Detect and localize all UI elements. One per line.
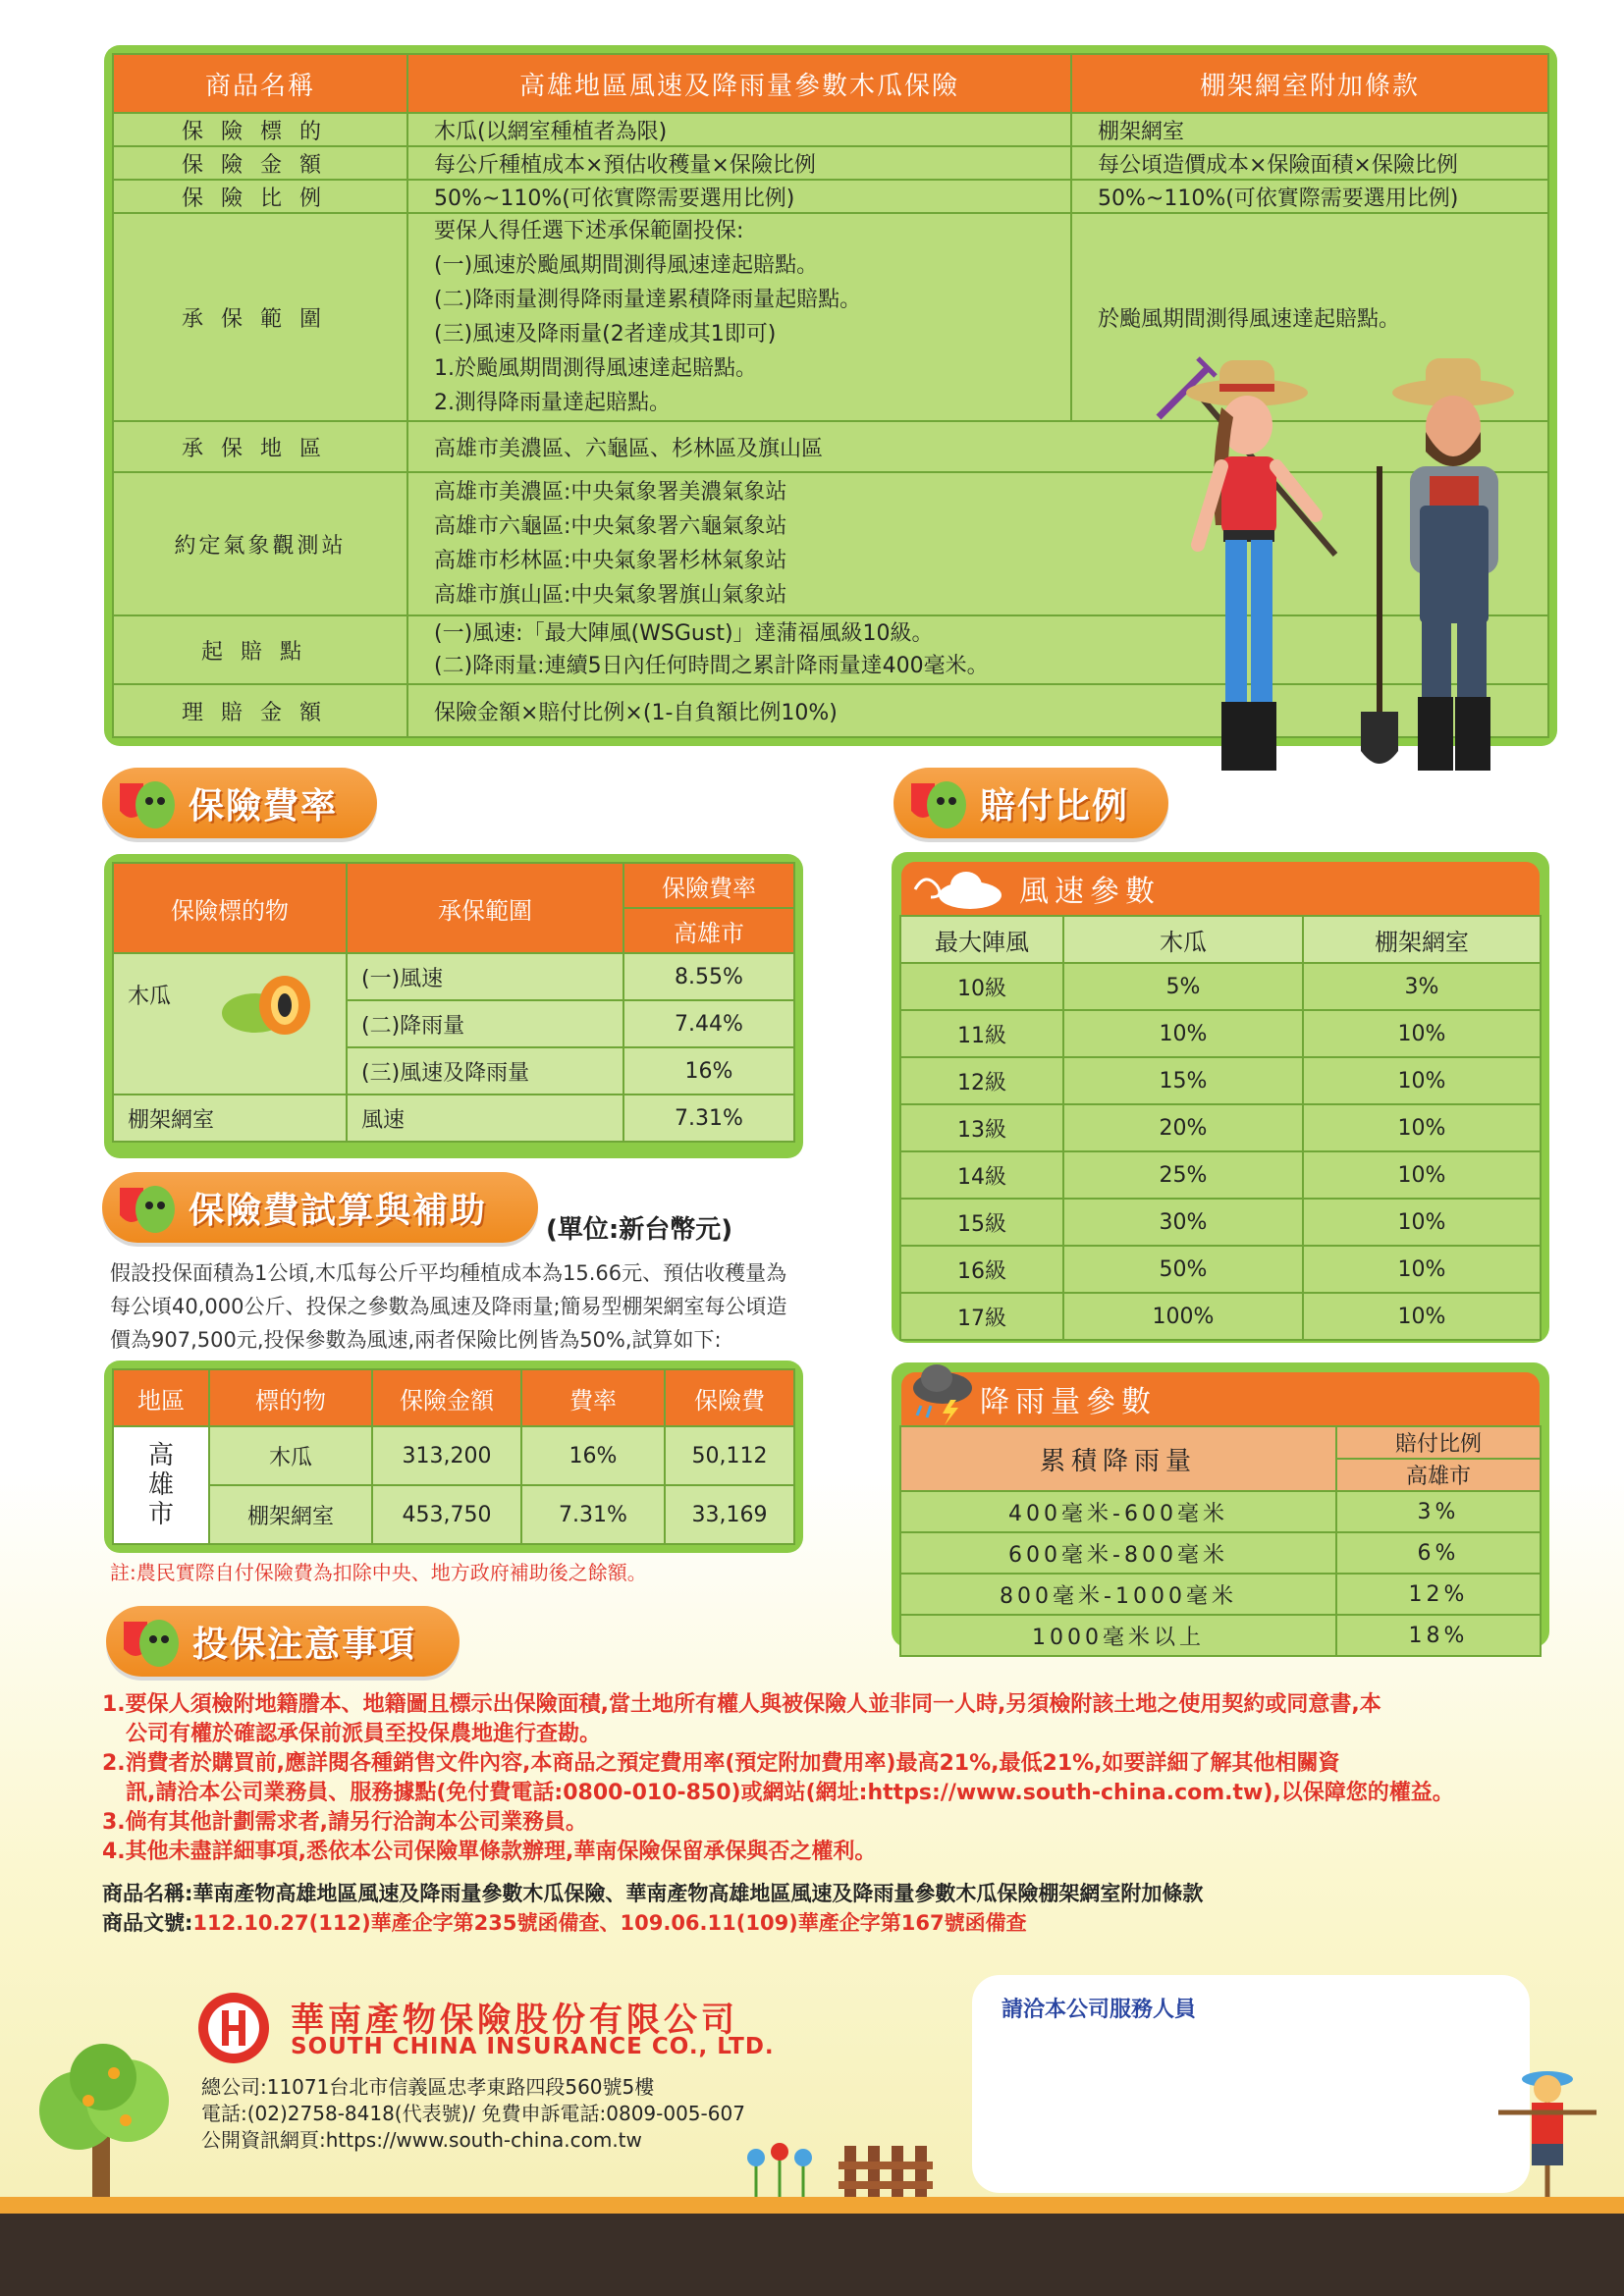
header-net: 棚架網室 bbox=[1303, 916, 1541, 963]
product-doc: 112.10.27(112)華產企字第235號函備查、109.06.11(109)華產企字第167號函備查 bbox=[192, 1911, 1027, 1935]
header-kaohsiung: 高雄市 bbox=[1336, 1459, 1541, 1491]
man-farmer bbox=[1361, 358, 1514, 771]
section-title-payout bbox=[893, 768, 1168, 838]
contact-box bbox=[972, 1975, 1530, 2193]
section-title-text: 保險費率 bbox=[189, 785, 339, 827]
header-gust: 最大陣風 bbox=[900, 916, 1063, 963]
rain-range: 400毫米-600毫米 bbox=[900, 1491, 1336, 1532]
rain-table bbox=[899, 1425, 1542, 1657]
row-value-rider: 每公頃造價成本×保險面積×保險比例 bbox=[1071, 146, 1548, 180]
trigger-label: 起賠點 bbox=[113, 615, 407, 684]
papaya-mascot-icon bbox=[112, 774, 181, 832]
papaya-mascot-icon bbox=[116, 1612, 185, 1671]
station-line: 高雄市美濃區:中央氣象署美濃氣象站 bbox=[434, 480, 787, 505]
farmers-illustration bbox=[1139, 348, 1551, 780]
section-title-text: 投保注意事項 bbox=[192, 1624, 417, 1665]
wind-level: 17級 bbox=[900, 1293, 1063, 1340]
note-item: 公司有權於確認承保前派員至投保農地進行查勘。 bbox=[126, 1722, 602, 1746]
product-doc-line bbox=[102, 1907, 1027, 1937]
product-doc-label: 商品文號: bbox=[102, 1911, 193, 1935]
station-line: 高雄市旗山區:中央氣象署旗山氣象站 bbox=[434, 583, 787, 608]
scope-line: 要保人得任選下述承保範圍投保: bbox=[434, 219, 744, 243]
wind-net: 10% bbox=[1303, 1151, 1541, 1199]
scope-line: 2.測得降雨量達起賠點。 bbox=[434, 391, 671, 415]
wind-papaya: 100% bbox=[1063, 1293, 1303, 1340]
section-title-text: 保險費試算與補助 bbox=[189, 1190, 488, 1231]
region-char: 高 bbox=[147, 1441, 174, 1470]
wind-level: 16級 bbox=[900, 1246, 1063, 1293]
calc-subject: 棚架網室 bbox=[209, 1485, 372, 1544]
header-rate: 保險費率 bbox=[623, 863, 794, 908]
row-value: 50%~110%(可依實際需要選用比例) bbox=[407, 180, 1071, 213]
company-phone: 電話:(02)2758-8418(代表號)/ 免費申訴電話:0809-005-607 bbox=[201, 2102, 745, 2125]
station-line: 高雄市六龜區:中央氣象署六龜氣象站 bbox=[434, 514, 787, 539]
wind-level: 10級 bbox=[900, 963, 1063, 1010]
calc-table-frame bbox=[104, 1361, 803, 1553]
scarecrow-illustration bbox=[1489, 2061, 1606, 2199]
papaya-icon bbox=[220, 972, 318, 1041]
note-item: 3.倘有其他計劃需求者,請另行洽詢本公司業務員。 bbox=[102, 1810, 588, 1835]
calc-paragraph bbox=[110, 1256, 817, 1357]
header-rainfall: 累積降雨量 bbox=[900, 1426, 1336, 1491]
wind-papaya: 20% bbox=[1063, 1104, 1303, 1151]
calc-note: 註:農民實際自付保險費為扣除中央、地方政府補助後之餘額。 bbox=[110, 1561, 647, 1584]
header-kaohsiung: 高雄市 bbox=[623, 908, 794, 953]
wind-level: 15級 bbox=[900, 1199, 1063, 1246]
flowers-fence-illustration bbox=[736, 2140, 972, 2199]
calc-premium: 33,169 bbox=[665, 1485, 794, 1544]
header-subject: 保險標的物 bbox=[113, 863, 347, 953]
wind-title: 風速參數 bbox=[1019, 875, 1161, 909]
row-value-rider: 50%~110%(可依實際需要選用比例) bbox=[1071, 180, 1548, 213]
rate-table-frame bbox=[104, 854, 803, 1158]
wind-papaya: 25% bbox=[1063, 1151, 1303, 1199]
header-rate: 費率 bbox=[521, 1369, 665, 1426]
papaya-mascot-icon bbox=[112, 1178, 181, 1237]
wind-net: 3% bbox=[1303, 963, 1541, 1010]
note-item: 2.消費者於購買前,應詳閱各種銷售文件內容,本商品之預定費用率(預定附加費用率)最高21%,最低21%,如要詳細了解其他相關資 bbox=[102, 1751, 1340, 1776]
wind-net: 10% bbox=[1303, 1293, 1541, 1340]
calc-unit: (單位:新台幣元) bbox=[546, 1215, 733, 1245]
wind-net: 10% bbox=[1303, 1199, 1541, 1246]
net-scope: 風速 bbox=[347, 1095, 623, 1142]
wind-papaya: 5% bbox=[1063, 963, 1303, 1010]
claim-label: 理賠金額 bbox=[113, 684, 407, 737]
calc-amount: 453,750 bbox=[372, 1485, 521, 1544]
product-name-label: 商品名稱: bbox=[102, 1882, 193, 1905]
wind-net: 10% bbox=[1303, 1057, 1541, 1104]
rain-range: 1000毫米以上 bbox=[900, 1615, 1336, 1656]
note-item: 1.要保人須檢附地籍謄本、地籍圖且標示出保險面積,當土地所有權人與被保險人並非同一人時,另須檢附該土地之使用契約或同意書,本 bbox=[102, 1692, 1381, 1717]
company-logo-icon bbox=[196, 1991, 271, 2065]
calc-rate: 7.31% bbox=[521, 1485, 665, 1544]
claim-value: 保險金額×賠付比例×(1-自負額比例10%) bbox=[407, 684, 1548, 737]
company-web: 公開資訊網頁:https://www.south-china.com.tw bbox=[201, 2128, 642, 2152]
company-info bbox=[201, 2074, 745, 2154]
ground-soil bbox=[0, 2214, 1624, 2296]
calc-rate: 16% bbox=[521, 1426, 665, 1485]
scope-label: 承保範圍 bbox=[113, 213, 407, 421]
product-name: 華南產物高雄地區風速及降雨量參數木瓜保險、華南產物高雄地區風速及降雨量參數木瓜保險棚架網室附加條款 bbox=[192, 1882, 1204, 1905]
wind-level: 11級 bbox=[900, 1010, 1063, 1057]
wind-table-frame bbox=[892, 852, 1549, 1343]
net-rate: 7.31% bbox=[623, 1095, 794, 1142]
station-line: 高雄市杉林區:中央氣象署杉林氣象站 bbox=[434, 549, 787, 573]
section-title-calc bbox=[102, 1172, 538, 1243]
rain-range: 800毫米-1000毫米 bbox=[900, 1574, 1336, 1615]
wind-level: 14級 bbox=[900, 1151, 1063, 1199]
row-value-rider: 棚架網室 bbox=[1071, 113, 1548, 146]
row-value: 每公斤種植成本×預估收穫量×保險比例 bbox=[407, 146, 1071, 180]
calc-table bbox=[112, 1368, 795, 1545]
rate-value: 8.55% bbox=[623, 953, 794, 1000]
product-name-line bbox=[102, 1878, 1203, 1907]
wind-papaya: 50% bbox=[1063, 1246, 1303, 1293]
rain-rate: 6% bbox=[1336, 1532, 1541, 1574]
header-payout: 賠付比例 bbox=[1336, 1426, 1541, 1459]
woman-farmer bbox=[1186, 360, 1316, 771]
scope-line: (三)風速及降雨量(2者達成其1即可) bbox=[434, 322, 777, 347]
wind-papaya: 15% bbox=[1063, 1057, 1303, 1104]
wind-table bbox=[899, 915, 1542, 1341]
region-cell bbox=[113, 1426, 209, 1544]
section-title-text: 賠付比例 bbox=[980, 785, 1130, 827]
rate-scope: (三)風速及降雨量 bbox=[347, 1047, 623, 1095]
header-papaya: 木瓜 bbox=[1063, 916, 1303, 963]
section-title-notes bbox=[106, 1606, 460, 1677]
company-name-cn: 華南產物保險股份有限公司 bbox=[291, 2001, 738, 2040]
rain-table-frame bbox=[892, 1362, 1549, 1650]
area-value: 高雄市美濃區、六龜區、杉林區及旗山區 bbox=[407, 421, 1548, 472]
papaya-cell bbox=[113, 953, 347, 1095]
header-product-name: 商品名稱 bbox=[113, 54, 407, 113]
note-item: 4.其他未盡詳細事項,悉依本公司保險單條款辦理,華南保險保留承保與否之權利。 bbox=[102, 1840, 877, 1864]
tree-illustration bbox=[29, 2042, 177, 2199]
scope-line: 1.於颱風期間測得風速達起賠點。 bbox=[434, 356, 757, 381]
wind-net: 10% bbox=[1303, 1010, 1541, 1057]
header-region: 地區 bbox=[113, 1369, 209, 1426]
rain-range: 600毫米-800毫米 bbox=[900, 1532, 1336, 1574]
ground-stripe bbox=[0, 2197, 1624, 2214]
station-label: 約定氣象觀測站 bbox=[113, 472, 407, 615]
header-product-rider: 棚架網室附加條款 bbox=[1071, 54, 1548, 113]
company-name-en: SOUTH CHINA INSURANCE CO., LTD. bbox=[291, 2034, 775, 2059]
row-label: 保險比例 bbox=[113, 180, 407, 213]
header-premium: 保險費 bbox=[665, 1369, 794, 1426]
row-label: 保險金額 bbox=[113, 146, 407, 180]
rain-rate: 18% bbox=[1336, 1615, 1541, 1656]
scope-cell bbox=[407, 213, 1071, 421]
row-label: 保險標的 bbox=[113, 113, 407, 146]
notes-list bbox=[102, 1690, 1575, 1867]
scope-rider: 於颱風期間測得風速達起賠點。 bbox=[1071, 213, 1548, 421]
trigger-line: (一)風速:「最大陣風(WSGust)」達蒲福風級10級。 bbox=[434, 621, 934, 646]
rain-cloud-icon bbox=[907, 1361, 986, 1425]
region-char: 市 bbox=[147, 1500, 174, 1529]
rain-header bbox=[901, 1372, 1540, 1425]
header-scope: 承保範圍 bbox=[347, 863, 623, 953]
net-label: 棚架網室 bbox=[113, 1095, 347, 1142]
calc-premium: 50,112 bbox=[665, 1426, 794, 1485]
calc-subject: 木瓜 bbox=[209, 1426, 372, 1485]
calc-line: 每公頃40,000公斤、投保之參數為風速及降雨量;簡易型棚架網室每公頃造 bbox=[110, 1295, 787, 1318]
papaya-mascot-icon bbox=[903, 774, 972, 832]
header-subject: 標的物 bbox=[209, 1369, 372, 1426]
rate-scope: (二)降雨量 bbox=[347, 1000, 623, 1047]
calc-amount: 313,200 bbox=[372, 1426, 521, 1485]
wind-papaya: 10% bbox=[1063, 1010, 1303, 1057]
region-char: 雄 bbox=[147, 1470, 174, 1500]
wind-header bbox=[901, 862, 1540, 915]
rate-scope: (一)風速 bbox=[347, 953, 623, 1000]
row-value: 木瓜(以網室種植者為限) bbox=[407, 113, 1071, 146]
section-title-rate bbox=[102, 768, 377, 838]
rain-rate: 12% bbox=[1336, 1574, 1541, 1615]
rain-rate: 3% bbox=[1336, 1491, 1541, 1532]
rate-table bbox=[112, 862, 795, 1143]
papaya-label: 木瓜 bbox=[128, 985, 172, 1009]
area-label: 承保地區 bbox=[113, 421, 407, 472]
scope-line: (一)風速於颱風期間測得風速達起賠點。 bbox=[434, 253, 819, 278]
wind-cloud-icon bbox=[911, 866, 1009, 911]
trigger-line: (二)降雨量:連續5日內任何時間之累計降雨量達400毫米。 bbox=[434, 654, 989, 678]
rate-value: 7.44% bbox=[623, 1000, 794, 1047]
calc-line: 假設投保面積為1公頃,木瓜每公斤平均種植成本為15.66元、預估收穫量為 bbox=[110, 1261, 787, 1285]
wind-net: 10% bbox=[1303, 1104, 1541, 1151]
wind-level: 12級 bbox=[900, 1057, 1063, 1104]
header-product-main: 高雄地區風速及降雨量參數木瓜保險 bbox=[407, 54, 1071, 113]
wind-level: 13級 bbox=[900, 1104, 1063, 1151]
wind-net: 10% bbox=[1303, 1246, 1541, 1293]
note-item: 訊,請洽本公司業務員、服務據點(免付費電話:0800-010-850)或網站(網址:https://www.south-china.com.tw),以保障您的權益。 bbox=[126, 1781, 1454, 1805]
scope-line: (二)降雨量測得降雨量達累積降雨量起賠點。 bbox=[434, 288, 862, 312]
calc-line: 價為907,500元,投保參數為風速,兩者保險比例皆為50%,試算如下: bbox=[110, 1328, 722, 1352]
header-amount: 保險金額 bbox=[372, 1369, 521, 1426]
rate-value: 16% bbox=[623, 1047, 794, 1095]
contact-label: 請洽本公司服務人員 bbox=[1001, 1998, 1197, 2022]
wind-papaya: 30% bbox=[1063, 1199, 1303, 1246]
company-address: 總公司:11071台北市信義區忠孝東路四段560號5樓 bbox=[201, 2075, 655, 2099]
rain-title: 降雨量參數 bbox=[980, 1385, 1157, 1419]
